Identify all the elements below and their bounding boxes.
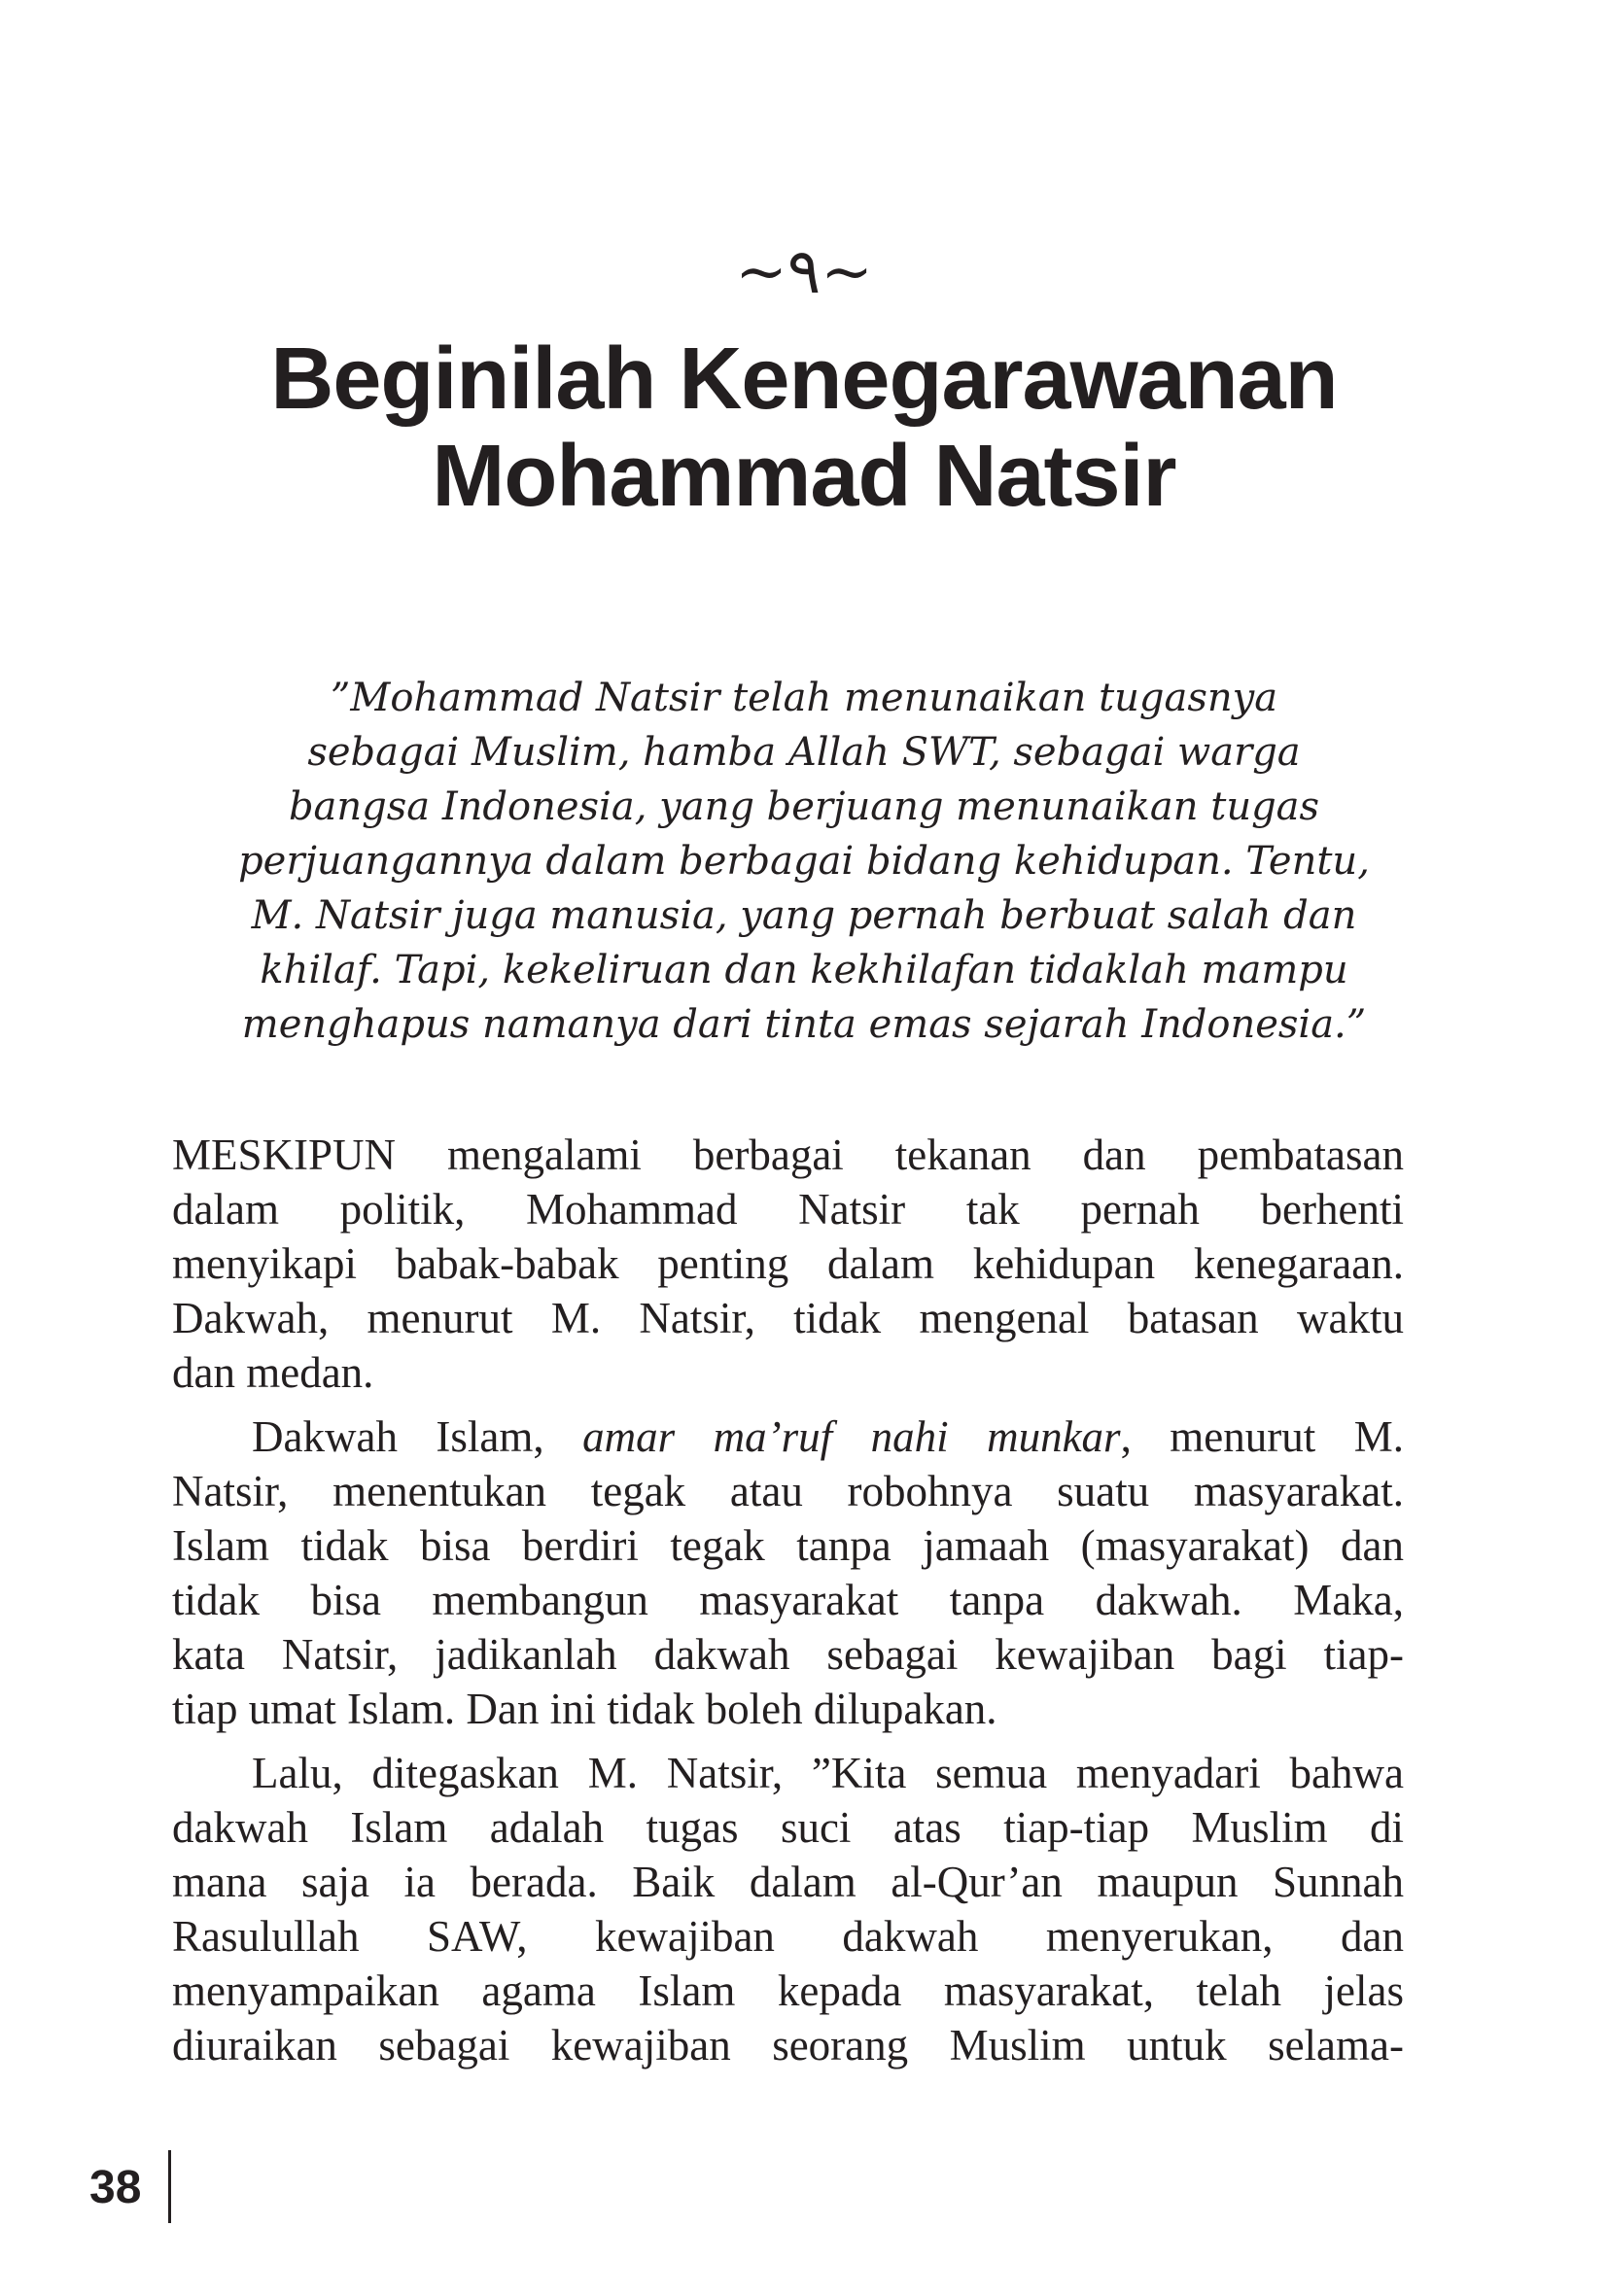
paragraph-line: dalam politik, Mohammad Natsir tak pernah berhenti [172,1185,1404,1234]
text-run: Dakwah Islam, [252,1412,583,1461]
epigraph-line: ”Mohammad Natsir telah menunaikan tugasnya [330,676,1278,720]
paragraph-line: Dakwah, menurut M. Natsir, tidak mengenal batasan waktu [172,1294,1404,1342]
paragraph-line: menyikapi babak-babak penting dalam kehidupan kenegaraan. [172,1239,1404,1288]
epigraph-line: bangsa Indonesia, yang berjuang menunaikan tugas [288,784,1320,829]
paragraph-line: kata Natsir, jadikanlah dakwah sebagai kewajiban bagi tiap- [172,1630,1404,1679]
chapter-title-line: Mohammad Natsir [432,428,1176,525]
paragraph-line: dan medan. [172,1348,374,1397]
paragraph-line [172,1409,1404,1464]
paragraph-line: MESKIPUN mengalami berbagai tekanan dan pembatasan [172,1131,1404,1179]
paragraph [172,1746,1404,2072]
chapter-title [0,330,1608,525]
italic-phrase: amar ma’ruf nahi munkar [582,1412,1121,1461]
paragraph-line: Islam tidak bisa berdiri tegak tanpa jamaah (masyarakat) dan [172,1521,1404,1570]
epigraph-line: M. Natsir juga manusia, yang pernah berbuat salah dan [251,893,1357,938]
epigraph-line: khilaf. Tapi, kekeliruan dan kekhilafan tidaklah mampu [260,948,1348,992]
paragraph [172,1128,1404,1400]
epigraph-line: perjuangannya dalam berbagai bidang kehidupan. Tentu, [238,839,1370,884]
page-number: 38 [89,2162,142,2213]
epigraph-line: menghapus namanya dari tinta emas sejarah Indonesia.” [241,1002,1367,1047]
page-number-divider [168,2150,171,2223]
chapter-number: ~٩~ [735,236,873,308]
paragraph-line: tidak bisa membangun masyarakat tanpa dakwah. Maka, [172,1576,1404,1624]
body-text [172,1128,1404,2082]
paragraph [172,1409,1404,1736]
paragraph-line: dakwah Islam adalah tugas suci atas tiap-tiap Muslim di [172,1803,1404,1852]
paragraph-line: mana saja ia berada. Baik dalam al-Qur’an maupun Sunnah [172,1858,1404,1906]
text-run: , menurut M. [1120,1412,1404,1461]
chapter-title-line: Beginilah Kenegarawanan [270,330,1338,428]
paragraph-line: tiap umat Islam. Dan ini tidak boleh dilupakan. [172,1685,997,1733]
paragraph-line: Lalu, ditegaskan M. Natsir, ”Kita semua menyadari bahwa [252,1749,1404,1797]
paragraph-line: Rasulullah SAW, kewajiban dakwah menyerukan, dan [172,1912,1404,1961]
epigraph-line: sebagai Muslim, hamba Allah SWT, sebagai warga [307,730,1301,775]
paragraph-line: diuraikan sebagai kewajiban seorang Muslim untuk selama- [172,2021,1404,2070]
paragraph-line: Natsir, menentukan tegak atau robohnya suatu masyarakat. [172,1467,1404,1515]
paragraph-line: menyampaikan agama Islam kepada masyarakat, telah jelas [172,1966,1404,2015]
epigraph-quote [156,671,1452,1052]
